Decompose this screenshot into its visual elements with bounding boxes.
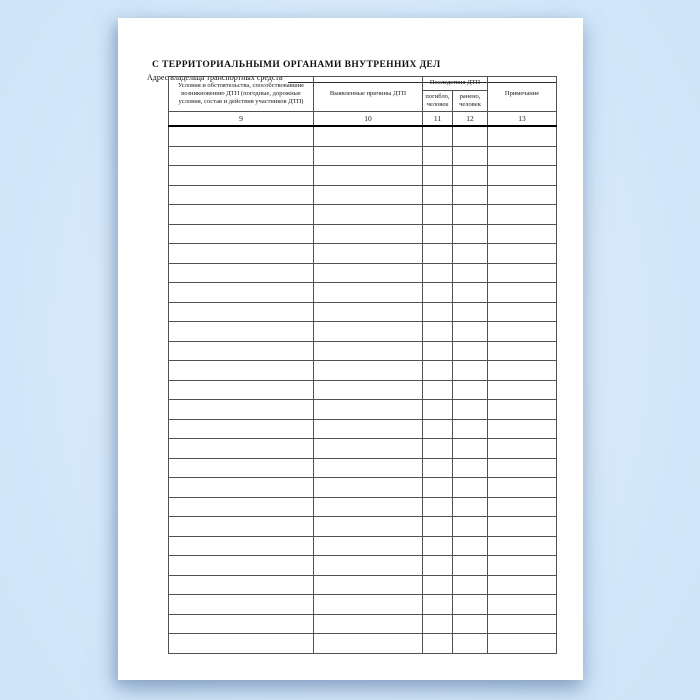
- table-row: [169, 244, 557, 264]
- empty-cell: [169, 575, 314, 595]
- empty-cell: [423, 634, 453, 654]
- empty-cell: [169, 224, 314, 244]
- table-row: [169, 478, 557, 498]
- empty-cell: [453, 244, 488, 264]
- header-killed: погибло, человек: [423, 91, 453, 112]
- empty-cell: [314, 517, 423, 537]
- empty-cell: [169, 497, 314, 517]
- empty-cell: [488, 497, 557, 517]
- empty-cell: [169, 419, 314, 439]
- empty-cell: [169, 244, 314, 264]
- empty-cell: [314, 126, 423, 146]
- empty-cell: [423, 595, 453, 615]
- column-number-9: 9: [169, 112, 314, 127]
- empty-cell: [314, 146, 423, 166]
- empty-cell: [453, 322, 488, 342]
- table-row: [169, 517, 557, 537]
- empty-cell: [453, 634, 488, 654]
- table-row: [169, 400, 557, 420]
- table-row: [169, 439, 557, 459]
- empty-cell: [314, 341, 423, 361]
- empty-cell: [423, 536, 453, 556]
- address-label: Адрес владельца транспортных средств: [147, 73, 283, 82]
- table-row: [169, 575, 557, 595]
- empty-cell: [423, 263, 453, 283]
- empty-cell: [169, 126, 314, 146]
- empty-cell: [488, 517, 557, 537]
- empty-cell: [453, 185, 488, 205]
- empty-cell: [488, 536, 557, 556]
- table-row: [169, 166, 557, 186]
- table-row: [169, 126, 557, 146]
- table-row: [169, 302, 557, 322]
- empty-cell: [488, 439, 557, 459]
- empty-cell: [169, 146, 314, 166]
- empty-cell: [423, 497, 453, 517]
- empty-cell: [169, 400, 314, 420]
- empty-cell: [314, 224, 423, 244]
- empty-cell: [169, 595, 314, 615]
- empty-cell: [488, 126, 557, 146]
- empty-cell: [169, 458, 314, 478]
- empty-cell: [488, 595, 557, 615]
- empty-cell: [314, 400, 423, 420]
- empty-cell: [488, 419, 557, 439]
- empty-cell: [314, 361, 423, 381]
- empty-cell: [488, 634, 557, 654]
- page-title: С ТЕРРИТОРИАЛЬНЫМИ ОРГАНАМИ ВНУТРЕННИХ ДЕЛ: [152, 60, 441, 70]
- empty-cell: [314, 166, 423, 186]
- empty-cell: [314, 263, 423, 283]
- empty-cell: [423, 458, 453, 478]
- empty-cell: [169, 205, 314, 225]
- table-row: [169, 283, 557, 303]
- empty-cell: [453, 517, 488, 537]
- empty-cell: [314, 634, 423, 654]
- empty-cell: [314, 595, 423, 615]
- empty-cell: [453, 263, 488, 283]
- empty-cell: [423, 224, 453, 244]
- empty-cell: [453, 595, 488, 615]
- table-row: [169, 341, 557, 361]
- empty-cell: [423, 166, 453, 186]
- column-number-10: 10: [314, 112, 423, 127]
- empty-cell: [488, 244, 557, 264]
- empty-cell: [423, 517, 453, 537]
- empty-cell: [488, 205, 557, 225]
- empty-cell: [423, 380, 453, 400]
- empty-cell: [453, 283, 488, 303]
- table-row: [169, 380, 557, 400]
- empty-cell: [453, 556, 488, 576]
- table-header: [169, 77, 557, 127]
- header-injured: ранено, человек: [453, 91, 488, 112]
- column-number-13: 13: [488, 112, 557, 127]
- empty-cell: [314, 439, 423, 459]
- empty-cell: [453, 536, 488, 556]
- empty-cell: [314, 244, 423, 264]
- empty-cell: [169, 556, 314, 576]
- table-row: [169, 614, 557, 634]
- empty-cell: [488, 224, 557, 244]
- empty-cell: [423, 575, 453, 595]
- empty-cell: [169, 263, 314, 283]
- empty-cell: [488, 556, 557, 576]
- empty-cell: [169, 536, 314, 556]
- empty-cell: [488, 614, 557, 634]
- empty-cell: [423, 283, 453, 303]
- empty-cell: [314, 205, 423, 225]
- document-page: [118, 18, 583, 680]
- empty-cell: [314, 322, 423, 342]
- empty-cell: [423, 185, 453, 205]
- empty-cell: [169, 185, 314, 205]
- column-number-row: [169, 112, 557, 127]
- empty-cell: [488, 146, 557, 166]
- empty-cell: [423, 302, 453, 322]
- empty-cell: [169, 478, 314, 498]
- empty-cell: [488, 400, 557, 420]
- empty-cell: [453, 614, 488, 634]
- empty-cell: [453, 419, 488, 439]
- empty-cell: [453, 224, 488, 244]
- empty-cell: [488, 478, 557, 498]
- empty-cell: [453, 341, 488, 361]
- empty-cell: [314, 302, 423, 322]
- empty-cell: [314, 556, 423, 576]
- empty-cell: [423, 556, 453, 576]
- header-row-top: [169, 77, 557, 91]
- empty-cell: [314, 536, 423, 556]
- empty-cell: [314, 497, 423, 517]
- table-body: [169, 126, 557, 653]
- table-row: [169, 634, 557, 654]
- empty-cell: [423, 614, 453, 634]
- empty-cell: [488, 575, 557, 595]
- empty-cell: [453, 166, 488, 186]
- empty-cell: [488, 302, 557, 322]
- empty-cell: [169, 166, 314, 186]
- empty-cell: [169, 380, 314, 400]
- empty-cell: [169, 322, 314, 342]
- table-row: [169, 419, 557, 439]
- table-row: [169, 224, 557, 244]
- empty-cell: [453, 575, 488, 595]
- empty-cell: [453, 478, 488, 498]
- empty-cell: [453, 400, 488, 420]
- column-number-11: 11: [423, 112, 453, 127]
- table-row: [169, 146, 557, 166]
- table-row: [169, 458, 557, 478]
- empty-cell: [423, 439, 453, 459]
- empty-cell: [314, 283, 423, 303]
- header-conditions: Условия и обстоятельства, способствовавшие возникновению ДТП (погодные, дорожные условия, состав и действия участников ДТП): [169, 77, 314, 112]
- table-row: [169, 322, 557, 342]
- table-row: [169, 263, 557, 283]
- accidents-journal-table: [168, 76, 557, 654]
- empty-cell: [453, 126, 488, 146]
- column-number-12: 12: [453, 112, 488, 127]
- empty-cell: [423, 322, 453, 342]
- empty-cell: [169, 302, 314, 322]
- empty-cell: [169, 341, 314, 361]
- empty-cell: [314, 458, 423, 478]
- empty-cell: [423, 419, 453, 439]
- empty-cell: [169, 634, 314, 654]
- empty-cell: [314, 478, 423, 498]
- empty-cell: [488, 283, 557, 303]
- empty-cell: [423, 478, 453, 498]
- empty-cell: [488, 380, 557, 400]
- empty-cell: [488, 341, 557, 361]
- empty-cell: [169, 439, 314, 459]
- empty-cell: [488, 263, 557, 283]
- empty-cell: [314, 380, 423, 400]
- empty-cell: [488, 458, 557, 478]
- empty-cell: [453, 458, 488, 478]
- empty-cell: [423, 400, 453, 420]
- empty-cell: [314, 575, 423, 595]
- empty-cell: [488, 166, 557, 186]
- empty-cell: [453, 302, 488, 322]
- empty-cell: [423, 126, 453, 146]
- table-row: [169, 556, 557, 576]
- empty-cell: [169, 283, 314, 303]
- empty-cell: [453, 205, 488, 225]
- empty-cell: [314, 419, 423, 439]
- table-row: [169, 205, 557, 225]
- empty-cell: [314, 614, 423, 634]
- empty-cell: [423, 361, 453, 381]
- empty-cell: [453, 146, 488, 166]
- empty-cell: [453, 380, 488, 400]
- table-row: [169, 497, 557, 517]
- header-causes: Выявленные причины ДТП: [314, 77, 423, 112]
- empty-cell: [423, 146, 453, 166]
- table-row: [169, 185, 557, 205]
- empty-cell: [488, 185, 557, 205]
- table-row: [169, 536, 557, 556]
- empty-cell: [169, 614, 314, 634]
- empty-cell: [488, 322, 557, 342]
- empty-cell: [423, 244, 453, 264]
- table-row: [169, 595, 557, 615]
- empty-cell: [423, 341, 453, 361]
- empty-cell: [488, 361, 557, 381]
- header-notes: Примечание: [488, 77, 557, 112]
- empty-cell: [453, 497, 488, 517]
- empty-cell: [169, 361, 314, 381]
- table-row: [169, 361, 557, 381]
- empty-cell: [423, 205, 453, 225]
- header-consequences-group: Последствия ДТП: [423, 77, 488, 91]
- empty-cell: [453, 361, 488, 381]
- empty-cell: [314, 185, 423, 205]
- empty-cell: [453, 439, 488, 459]
- empty-cell: [169, 517, 314, 537]
